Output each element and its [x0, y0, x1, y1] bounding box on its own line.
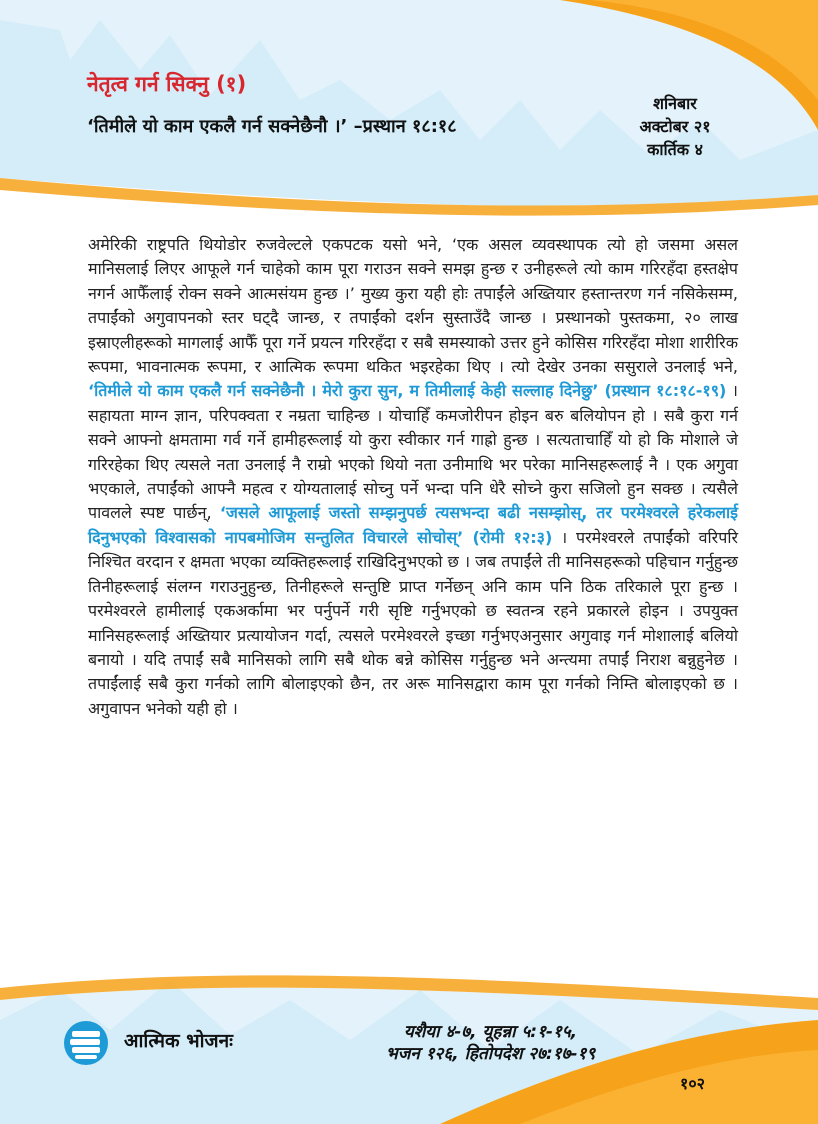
page-title: नेतृत्व गर्न सिक्नु (१) — [87, 72, 247, 96]
body-part-2: । सहायता माग्न ज्ञान, परिपक्वता र नम्रता चाहिन्छ । योचाहिँ कमजोरीपन होइन बरु बलियोपन हो । सबै कुरा गर्न सक्ने आफ्नो क्षमतामा गर्व गर्ने हामीहरूलाई यो कुरा स्वीकार गर्न गाह्रो हुन्छ । सत्यताचाहिँ यो हो कि मोशाले जे गरिरहेका थिए त्यसले नता उनलाई नै राम्रो भएको थियो नता उनीमाथि भर परेका मानिसहरूलाई नै । एक अगुवा भएकाले, तपाईंको आफ्नै महत्व र योग्यतालाई सोच्नु पर्ने भन्दा पनि धेरै सोच्ने कुरा सजिलो हुन सक्छ । त्यसैले पावलले स्पष्ट पार्छन्, — [88, 381, 738, 523]
date-block — [615, 92, 735, 161]
body-part-3: । परमेश्‍वरले तपाईंको वरिपरि निश्‍चित वरदान र क्षमता भएका व्यक्तिहरूलाई राखिदिनुभएको छ । जब तपाईंले ती मानिसहरूको पहिचान गर्नुहुन्छ तिनीहरूलाई संलग्न गराउनुहुन्छ, तिनीहरूले सन्तुष्टि प्राप्त गर्नेछन् अनि काम पनि ठिक तरिकाले पूरा हुन्छ । परमेश्‍वरले हामीलाई एकअर्कामा भर पर्नुपर्ने गरी सृष्टि गर्नुभएको छ स्वतन्त्र रहने प्रकारले होइन । उपयुक्त मानिसहरूलाई अख्तियार प्रत्यायोजन गर्दा, त्यसले परमेश्‍वरले इच्छा गर्नुभएअनुसार अगुवाइ गर्न मोशालाई बलियो बनायो । यदि तपाईं सबै मानिसको लागि सबै थोक बन्ने कोसिस गर्नुहुन्छ भने अन्त्यमा तपाईं निराश बन्नुहुनेछ । तपाईंलाई सबै कुरा गर्नको लागि बोलाइएको छैन, तर अरू मानिसद्वारा काम पूरा गर्नको निम्ति बोलाइएको छ । अगुवापन भनेको यही हो । — [88, 527, 739, 718]
page-number: १०२ — [680, 1074, 705, 1093]
book-stack-icon — [63, 1020, 109, 1066]
gregorian-date: अक्टोबर २१ — [639, 117, 711, 136]
key-verse: ‘तिमीले यो काम एकलै गर्न सक्नेछैनौ ।’ –प्रस्थान १८:१८ — [87, 116, 457, 137]
devotional-body — [88, 233, 738, 721]
scripture-quote-exodus: ‘तिमीले यो काम एकलै गर्न सक्नेछैनौ । मेरो कुरा सुन, म तिमीलाई केही सल्लाह दिनेछु’ (प्रस्थान १८:१८-१९) — [88, 381, 727, 401]
daily-reading — [318, 1021, 663, 1065]
spiritual-food-label: आत्मिक भोजनः — [124, 1030, 234, 1052]
nepali-date: कार्तिक ४ — [647, 140, 703, 159]
reading-line-2: भजन १२६, हितोपदेश २७:१७-१९ — [385, 1044, 596, 1064]
body-part-1: अमेरिकी राष्ट्रपति थियोडोर रुजवेल्टले एकपटक यसो भने, ‘एक असल व्यवस्थापक त्यो हो जसमा असल मानिसलाई लिएर आफूले गर्न चाहेको काम पूरा गराउन सक्ने समझ हुन्छ र उनीहरूले त्यो काम गरिरहँदा हस्तक्षेप नगर्न आफैँलाई रोक्न सक्ने आत्मसंयम हुन्छ ।’ मुख्य कुरा यही होः तपाईंले अख्तियार हस्तान्तरण गर्न नसिकेसम्म, तपाईंको अगुवापनको स्तर घट्दै जान्छ, र तपाईंको दर्शन सुस्ताउँदै जान्छ । प्रस्थानको पुस्तकमा, २० लाख इस्राएलीहरूको मागलाई आफैँ पूरा गर्ने प्रयत्न गरिरहँदा र सबै समस्याको उत्तर हुने कोसिस गरिरहँदा मोशा शारीरिक रूपमा, भावनात्मक रूपमा, र आत्मिक रूपमा थकित भइरहेका थिए । त्यो देखेर उनका ससुराले उनलाई भने, — [88, 235, 738, 377]
day-label: शनिबार — [653, 94, 697, 113]
reading-line-1: यशैया ४-७, यूहन्ना ५:१-१५, — [403, 1022, 578, 1042]
scripture-quote-romans: ‘जसले आफूलाई जस्तो सम्झनुपर्छ त्यसभन्दा बढी नसम्झोस्, तर परमेश्‍वरले हरेकलाई दिनुभएको विश्‍वासको नापबमोजिम सन्तुलित विचारले सोचोस्’ (रोमी १२:३) — [88, 503, 738, 547]
